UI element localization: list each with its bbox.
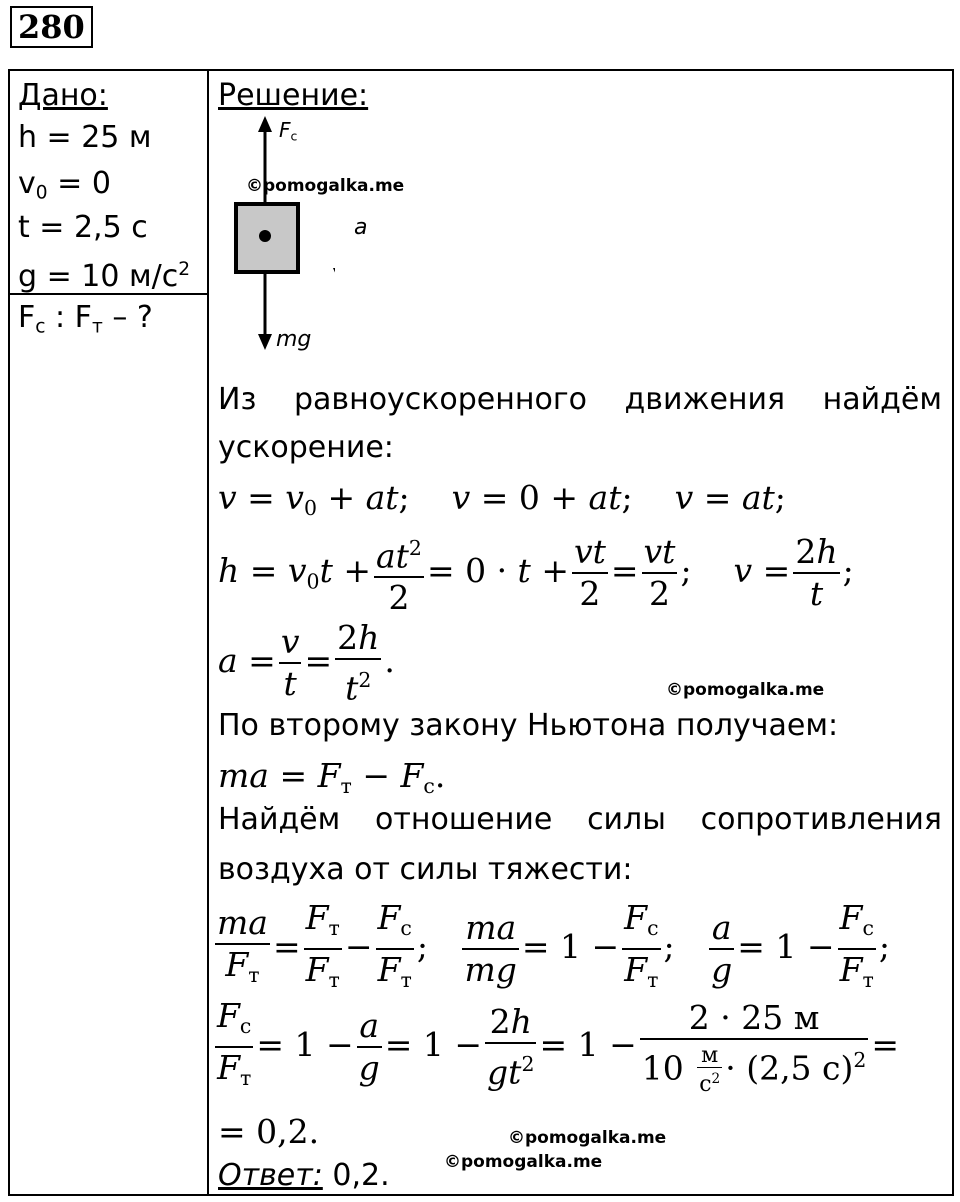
find-ratio: $F_с$ : $F_т$ – ? bbox=[18, 300, 153, 338]
intro-text-line-2: ускорение: bbox=[218, 430, 394, 465]
given-initial-velocity: $v_0 = 0$ bbox=[18, 166, 111, 204]
equation-newton: ma = $F_т - F_с$. bbox=[218, 756, 446, 799]
given-title: Дано: bbox=[18, 78, 108, 113]
force-diagram bbox=[225, 112, 335, 362]
watermark-4: ©pomogalka.me bbox=[444, 1152, 603, 1172]
answer-label: Ответ: bbox=[218, 1158, 323, 1193]
given-time: t = 2,5 с bbox=[18, 210, 148, 245]
problem-number: 280 bbox=[10, 6, 93, 48]
ratio-text-line-2: воздуха от силы тяжести: bbox=[218, 852, 633, 887]
newton-law-text: По второму закону Ньютона получаем: bbox=[218, 708, 839, 743]
answer bbox=[218, 1158, 390, 1194]
given-height: h = 25 м bbox=[18, 120, 152, 155]
equation-result: $\frac{F_с}{F_т}$ = 1 − $\frac{a}{g}$ = 1 − $\frac{2h}{gt^2}$ = 1 − 2 · 25 м 10 $\frac{м}{с^2}$ · (2,5 с)$^2$ = bbox=[217, 996, 900, 1098]
drag-force-label: $F_c$ bbox=[279, 118, 298, 144]
solution-title: Решение: bbox=[218, 78, 369, 113]
given-gravity: g = 10 $м/с^2$ bbox=[18, 259, 191, 295]
intro-text-line-1: Из равноускоренного движения найдём bbox=[218, 382, 942, 417]
watermark-1: ©pomogalka.me bbox=[246, 176, 405, 196]
answer-value: 0,2. bbox=[332, 1158, 390, 1193]
watermark-2: ©pomogalka.me bbox=[666, 680, 825, 700]
acceleration-label: a bbox=[354, 215, 368, 240]
equation-acceleration: a = $\frac{v}{t}$ = $\frac{2h}{t^2}$ . bbox=[218, 618, 395, 708]
watermark-3: ©pomogalka.me bbox=[508, 1128, 667, 1148]
equation-height: $h = v_0t$ + $\frac{at^2}{2}$ = 0 · t + $\frac{vt}{2}$ = $\frac{vt}{2}$ ; v = $\frac{2h}{t}$ ; bbox=[218, 532, 854, 618]
equation-velocity: $v = v_0$ + at; v = 0 + at; v = at; bbox=[218, 478, 786, 521]
equation-ratios: $\frac{ma}{F_т}$ = $\frac{F_т}{F_т}$ − $\frac{F_с}{F_т}$ ; $\frac{ma}{mg}$ = 1 − $\frac{F_с}{F_т}$ ; $\frac{a}{g}$ = 1 − $\frac{F_с}{F_т}$ ; bbox=[212, 898, 890, 1000]
ratio-text-line-1: Найдём отношение силы сопротивления bbox=[218, 802, 942, 837]
equation-final-value: = 0,2. bbox=[218, 1112, 320, 1151]
column-divider bbox=[207, 69, 209, 1196]
weight-label: mg bbox=[276, 327, 312, 352]
